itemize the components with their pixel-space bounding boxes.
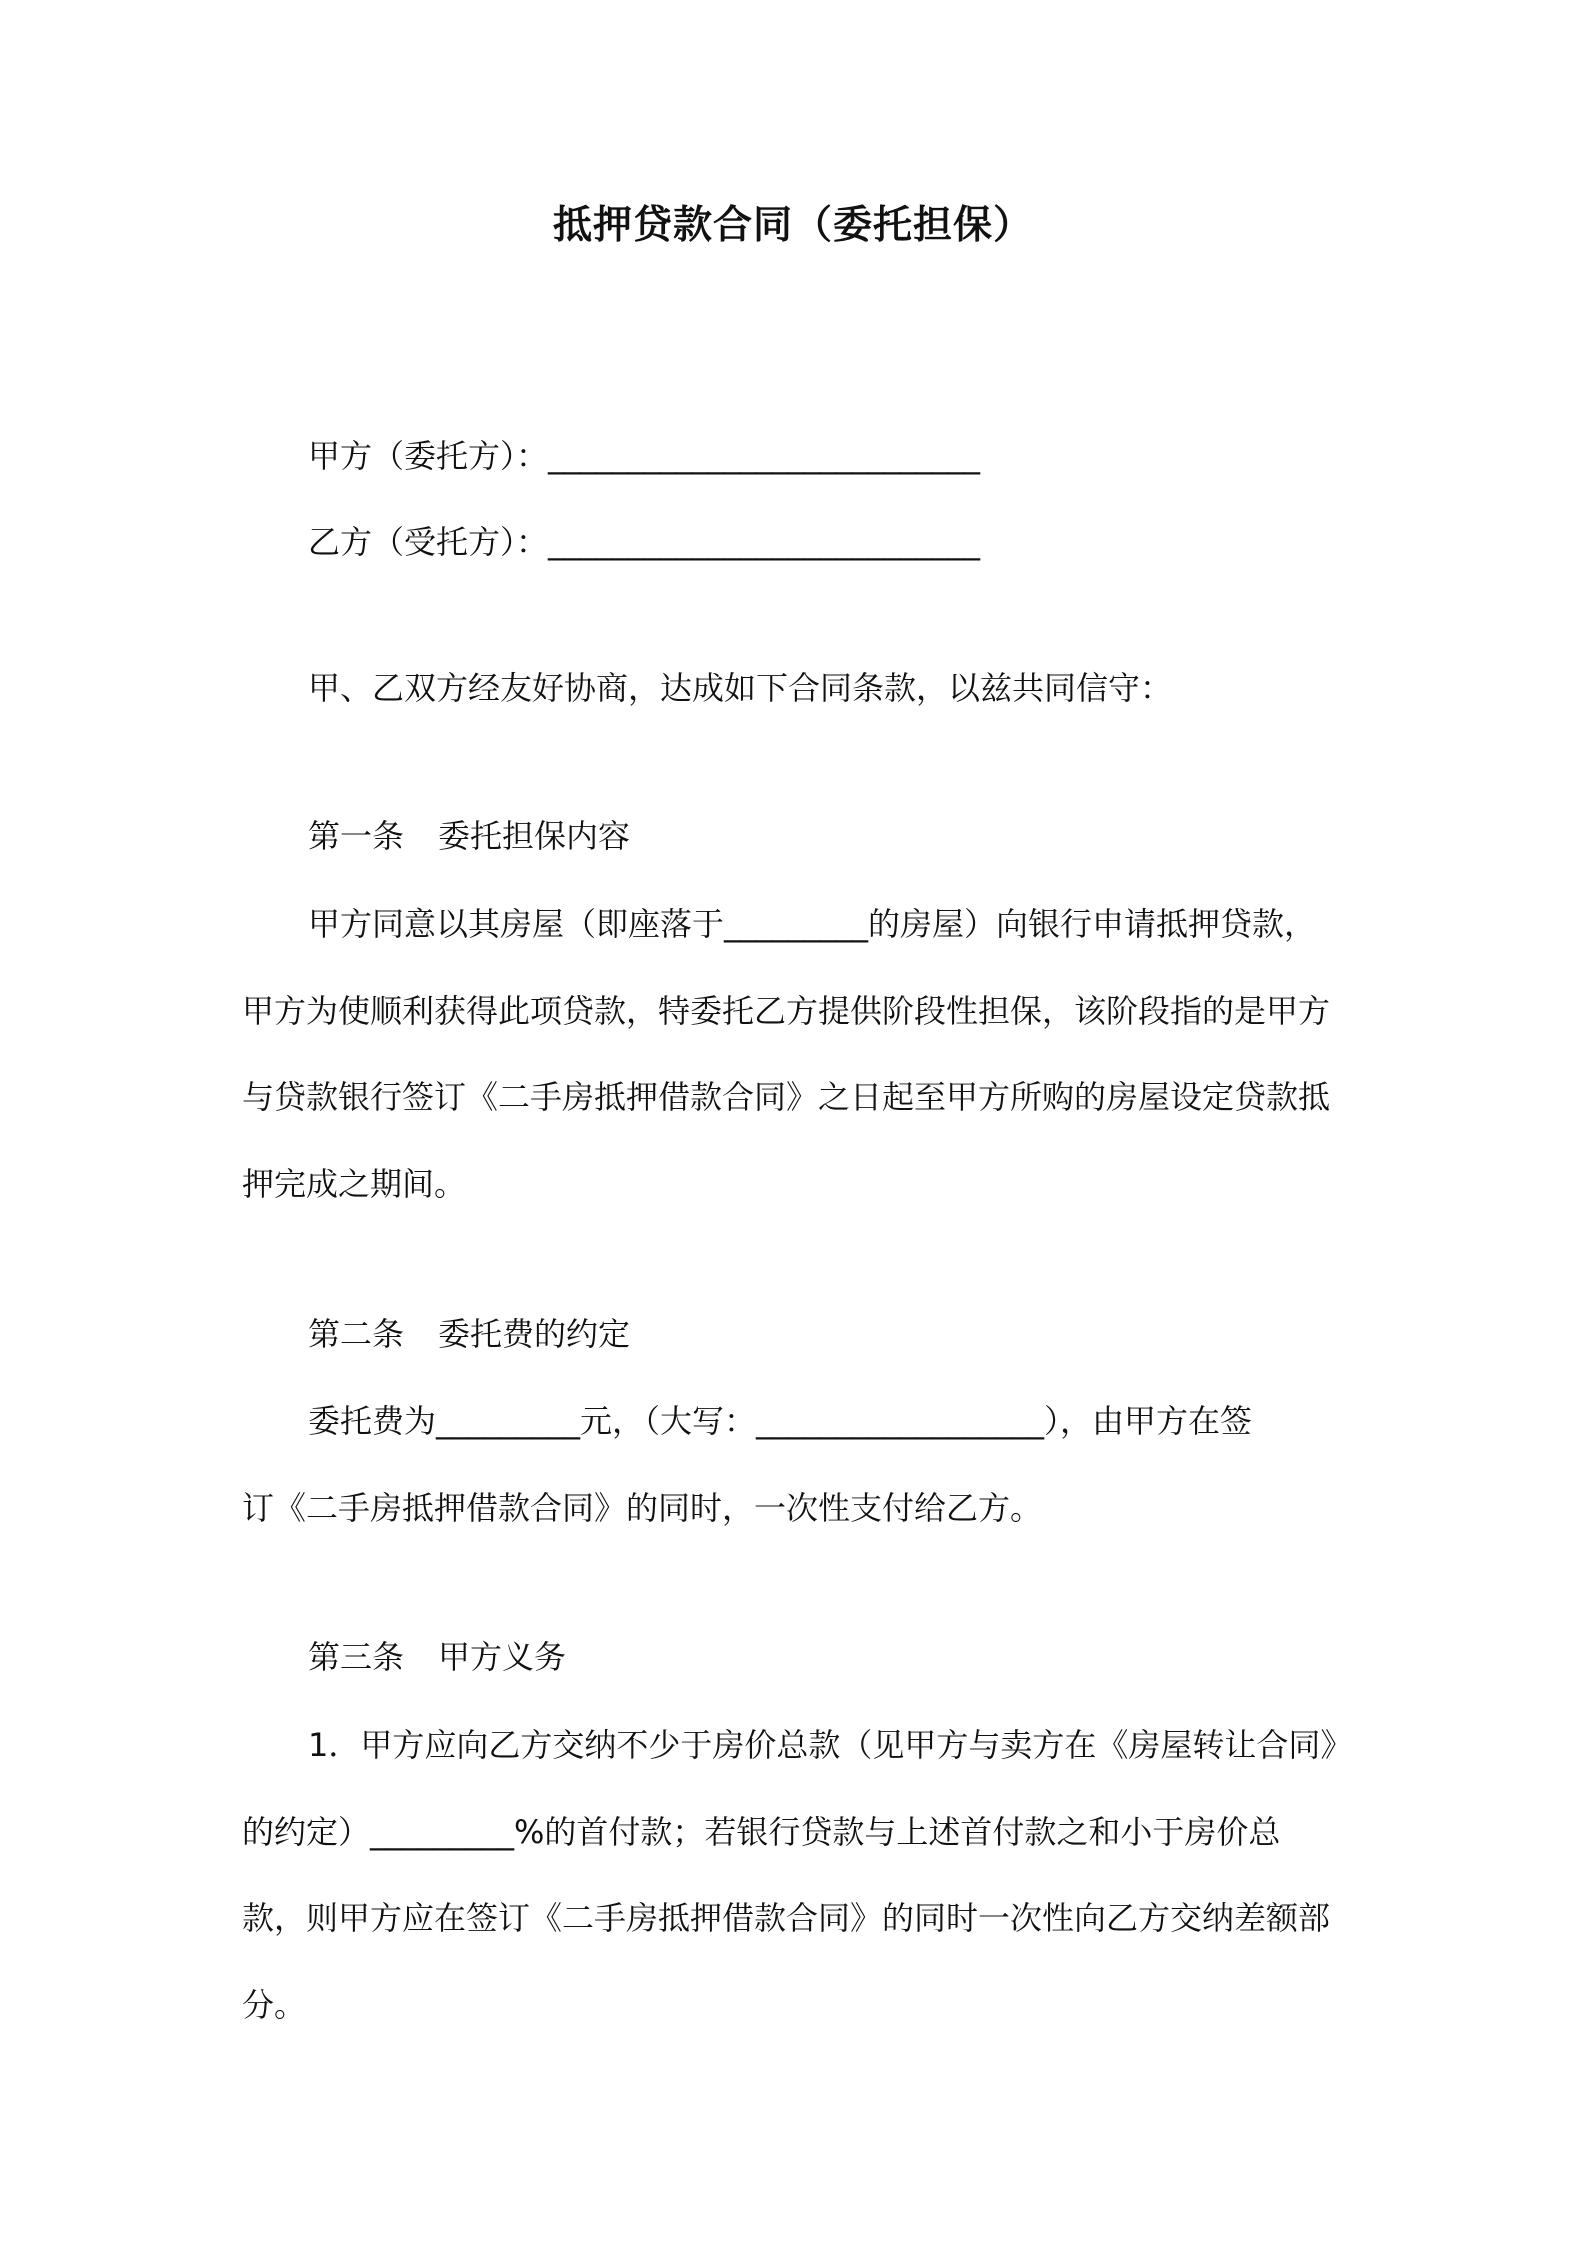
party-b-blank: ___________________________ <box>548 523 981 561</box>
party-a-blank: ___________________________ <box>548 437 981 475</box>
article-3-line-2: 的约定）_________%的首付款；若银行贷款与上述首付款之和小于房价总 <box>242 1813 1281 1851</box>
intro-paragraph: 甲、乙双方经友好协商，达成如下合同条款，以兹共同信守： <box>308 669 1173 707</box>
article-3-line-1: 1．甲方应向乙方交纳不少于房价总款（见甲方与卖方在《房屋转让合同》 <box>308 1726 1353 1764</box>
article-1-line-4: 押完成之期间。 <box>242 1165 467 1203</box>
article-2-title: 委托费的约定 <box>438 1315 631 1353</box>
article-1-line-1: 甲方同意以其房屋（即座落于_________的房屋）向银行申请抵押贷款， <box>308 905 1317 943</box>
article-1-number: 第一条 <box>308 817 405 855</box>
article-1-line-3: 与贷款银行签订《二手房抵押借款合同》之日起至甲方所购的房屋设定贷款抵 <box>242 1078 1331 1116</box>
article-1-line-2: 甲方为使顺利获得此项贷款，特委托乙方提供阶段性担保，该阶段指的是甲方 <box>242 992 1331 1030</box>
article-1-title: 委托担保内容 <box>438 817 631 855</box>
party-b-label: 乙方（受托方）： <box>308 523 549 561</box>
article-3-line-3: 款，则甲方应在签订《二手房抵押借款合同》的同时一次性向乙方交纳差额部 <box>242 1899 1331 1937</box>
article-2-line-2: 订《二手房抵押借款合同》的同时，一次性支付给乙方。 <box>242 1489 1043 1527</box>
article-3-title: 甲方义务 <box>438 1638 567 1676</box>
article-2-line-1: 委托费为_________元，（大写：__________________），由甲方在签 <box>308 1402 1253 1440</box>
article-3-line-4: 分。 <box>242 1986 307 2024</box>
article-2-heading <box>308 1310 630 1358</box>
party-a-line <box>308 432 980 480</box>
article-3-heading <box>308 1633 566 1681</box>
article-2-number: 第二条 <box>308 1315 405 1353</box>
party-a-label: 甲方（委托方）： <box>308 437 549 475</box>
document-title: 抵押贷款合同（委托担保） <box>552 203 1033 248</box>
article-1-heading <box>308 812 630 860</box>
party-b-line <box>308 518 980 566</box>
article-3-number: 第三条 <box>308 1638 405 1676</box>
